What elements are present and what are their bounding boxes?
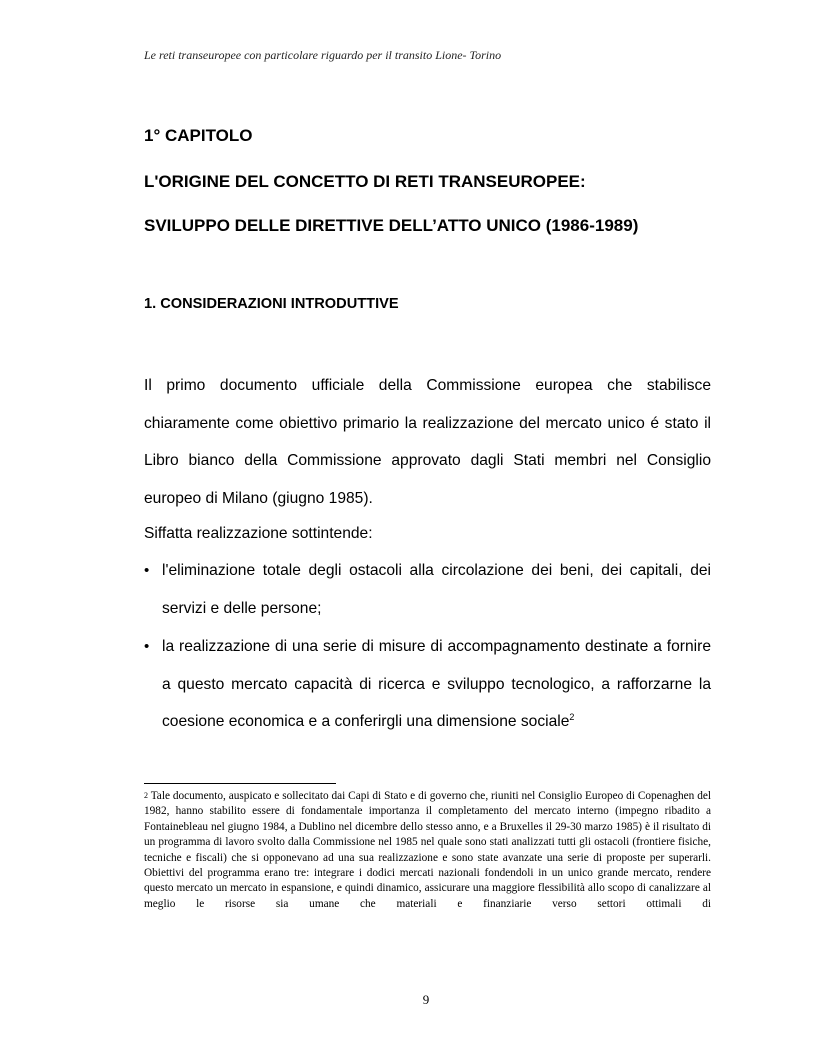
bullet-icon: • [144, 638, 150, 655]
section-heading: 1. CONSIDERAZIONI INTRODUTTIVE [144, 296, 399, 312]
footnote-text: Tale documento, auspicato e sollecitato dai Capi di Stato e di governo che, riuniti nel Consiglio Europeo di Copenaghen del 1982, hanno stabilito essere di fondamentale importanza il completamento del mercato interno (impegno ribadito a Fontainebleau nel giugno 1984, a Dublino nel dicembre dello stesso anno, e a Bruxelles il 29-30 marzo 1985) è il risultato di un programma di lavoro svolto dalla Commissione nel 1985 nel quale sono stati analizzati tutti gli ostacoli (frontiere fisiche, tecniche e fiscali) che si opponevano ad una sua realizzazione e sono state avanzate una serie di proposte per superarli. Obiettivi del programma erano tre: integrare i dodici mercati nazionali fondendoli in un unico grande mercato, rendere questo mercato un mercato in espansione, e quindi dinamico, assicurare una maggiore flessibilità allo scopo di canalizzare al meglio le risorse sia umane che materiali e finanziarie verso settori ottimali di [144, 790, 711, 910]
footnote-divider [144, 783, 336, 784]
body-paragraph-intro: Siffatta realizzazione sottintende: [144, 525, 373, 542]
chapter-number: 1° CAPITOLO [144, 126, 253, 145]
list-item-text [162, 628, 711, 741]
bullet-icon: • [144, 562, 150, 579]
footnote [144, 789, 711, 912]
page-number: 9 [422, 992, 430, 1007]
footnote-marker: 2 [144, 791, 148, 800]
list-item-text: l'eliminazione totale degli ostacoli alla circolazione dei beni, dei capitali, dei servizi e delle persone; [162, 562, 711, 617]
list-item-text-content: la realizzazione di una serie di misure di accompagnamento destinate a fornire a questo mercato capacità di ricerca e sviluppo tecnologico, a rafforzarne la coesione economica e a conferirgli una dimensione sociale [162, 638, 711, 731]
chapter-title-line2: SVILUPPO DELLE DIRETTIVE DELL’ATTO UNICO (1986-1989) [144, 216, 639, 235]
list-item [144, 628, 711, 741]
list-item [144, 552, 711, 627]
body-paragraph: Il primo documento ufficiale della Commissione europea che stabilisce chiaramente come obiettivo primario la realizzazione del mercato unico é stato il Libro bianco della Commissione approvato dagli Stati membri nel Consiglio europeo di Milano (giugno 1985). [144, 377, 711, 507]
running-header: Le reti transeuropee con particolare riguardo per il transito Lione- Torino [144, 48, 502, 62]
chapter-title-line1: L'ORIGINE DEL CONCETTO DI RETI TRANSEUROPEE: [144, 172, 586, 191]
footnote-reference[interactable]: 2 [569, 712, 575, 723]
